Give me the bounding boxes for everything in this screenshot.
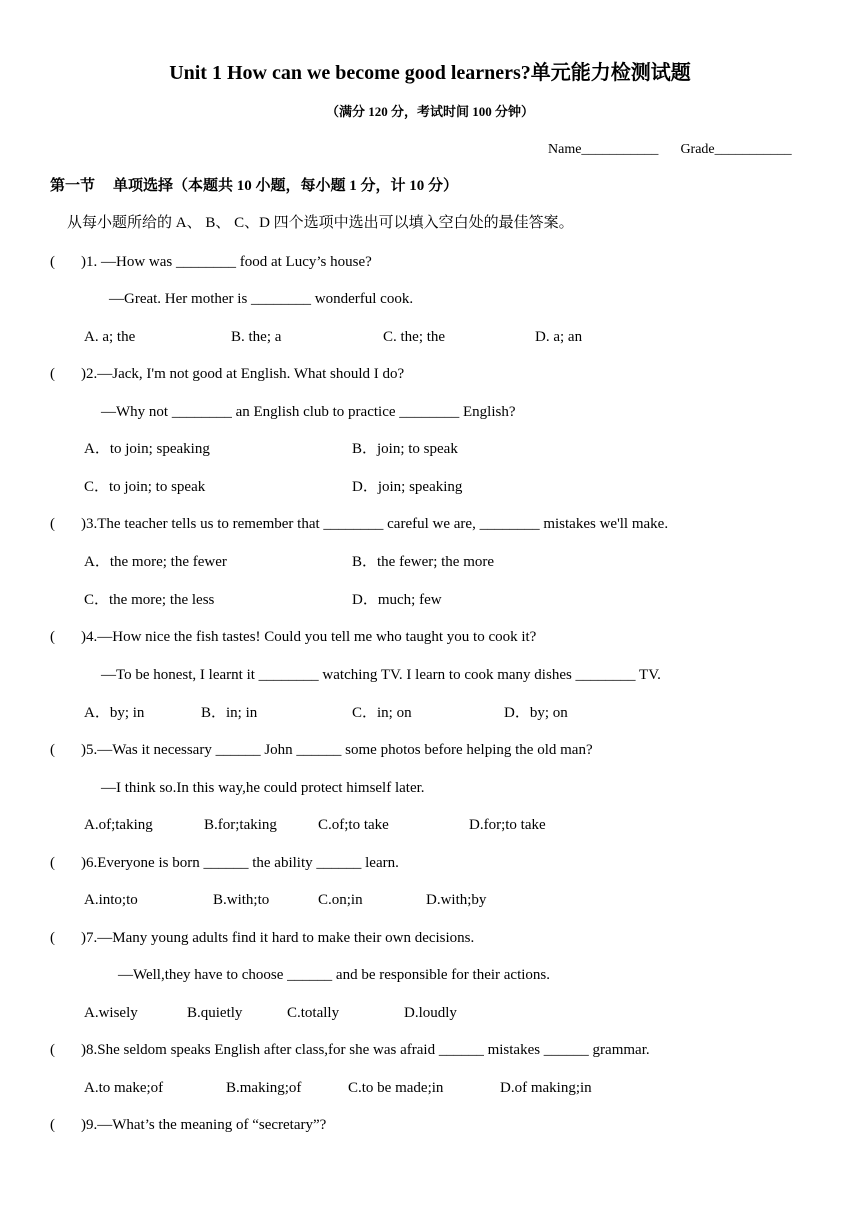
grade-field[interactable]: Grade___________ [680,142,792,157]
question-stem: )2.—Jack, I'm not good at English. What should I do? [81,366,405,382]
option-d[interactable]: D．much; few [352,592,442,608]
section-instruction: 从每小题所给的 A、 B、 C、D 四个选项中选出可以填入空白处的最佳答案。 [67,215,574,231]
option-c[interactable]: C.on;in [318,892,363,908]
question-line2: —Why not ________ an English club to practice ________ English? [101,404,516,420]
name-field[interactable]: Name___________ [548,142,659,157]
option-a[interactable]: A．the more; the fewer [84,554,227,570]
answer-paren[interactable]: ( [50,516,55,532]
answer-paren[interactable]: ( [50,254,55,270]
section-label: 第一节 [50,178,96,194]
option-b[interactable]: B．join; to speak [352,441,458,457]
question-line2: —To be honest, I learnt it ________ watching TV. I learn to cook many dishes ________ TV. [101,667,661,683]
question-stem: )1. —How was ________ food at Lucy’s house? [81,254,372,270]
question-stem: )8.She seldom speaks English after class,for she was afraid ______ mistakes ______ grammar. [81,1042,650,1058]
question-line2: —I think so.In this way,he could protect himself later. [101,780,425,796]
question-line2: —Well,they have to choose ______ and be responsible for their actions. [118,967,551,983]
option-b[interactable]: B.making;of [226,1080,302,1096]
question-line2: —Great. Her mother is ________ wonderful cook. [109,291,414,307]
option-d[interactable]: D.for;to take [469,817,546,833]
option-a[interactable]: A．by; in [84,705,145,721]
answer-paren[interactable]: ( [50,1042,55,1058]
option-c[interactable]: C．the more; the less [84,592,215,608]
answer-paren[interactable]: ( [50,1117,55,1133]
page-title: Unit 1 How can we become good learners?单元能力检测试题 [169,62,691,84]
option-c[interactable]: C.totally [287,1005,340,1021]
option-c[interactable]: C. the; the [383,329,446,345]
answer-paren[interactable]: ( [50,742,55,758]
question-stem: )5.—Was it necessary ______ John ______ some photos before helping the old man? [81,742,593,758]
option-d[interactable]: D．join; speaking [352,479,463,495]
page-subtitle: （满分 120 分，考试时间 100 分钟） [325,104,534,119]
question-stem: )4.—How nice the fish tastes! Could you tell me who taught you to cook it? [81,629,537,645]
question-stem: )3.The teacher tells us to remember that ________ careful we are, ________ mistakes we'll make. [81,516,669,532]
option-a[interactable]: A．to join; speaking [84,441,210,457]
option-d[interactable]: D. a; an [535,329,583,345]
question-stem: )6.Everyone is born ______ the ability ______ learn. [81,855,399,871]
option-b[interactable]: B.for;taking [204,817,277,833]
option-d[interactable]: D.loudly [404,1005,457,1021]
option-b[interactable]: B. the; a [231,329,282,345]
option-a[interactable]: A.to make;of [84,1080,164,1096]
question-stem: )7.—Many young adults find it hard to make their own decisions. [81,930,475,946]
answer-paren[interactable]: ( [50,629,55,645]
option-a[interactable]: A.into;to [84,892,138,908]
section-heading [50,176,458,196]
section-title: 单项选择（本题共 10 小题，每小题 1 分，计 10 分） [113,178,459,194]
option-d[interactable]: D.of making;in [500,1080,592,1096]
option-b[interactable]: B．in; in [201,705,258,721]
option-a[interactable]: A. a; the [84,329,136,345]
option-a[interactable]: A.of;taking [84,817,153,833]
answer-paren[interactable]: ( [50,855,55,871]
question-stem: )9.—What’s the meaning of “secretary”? [81,1117,327,1133]
option-b[interactable]: B.quietly [187,1005,243,1021]
option-c[interactable]: C．to join; to speak [84,479,206,495]
name-grade-line [548,141,792,159]
option-b[interactable]: B.with;to [213,892,270,908]
answer-paren[interactable]: ( [50,930,55,946]
option-c[interactable]: C．in; on [352,705,412,721]
option-d[interactable]: D.with;by [426,892,487,908]
option-b[interactable]: B．the fewer; the more [352,554,495,570]
option-d[interactable]: D．by; on [504,705,568,721]
answer-paren[interactable]: ( [50,366,55,382]
option-c[interactable]: C.to be made;in [348,1080,444,1096]
option-c[interactable]: C.of;to take [318,817,389,833]
option-a[interactable]: A.wisely [84,1005,138,1021]
